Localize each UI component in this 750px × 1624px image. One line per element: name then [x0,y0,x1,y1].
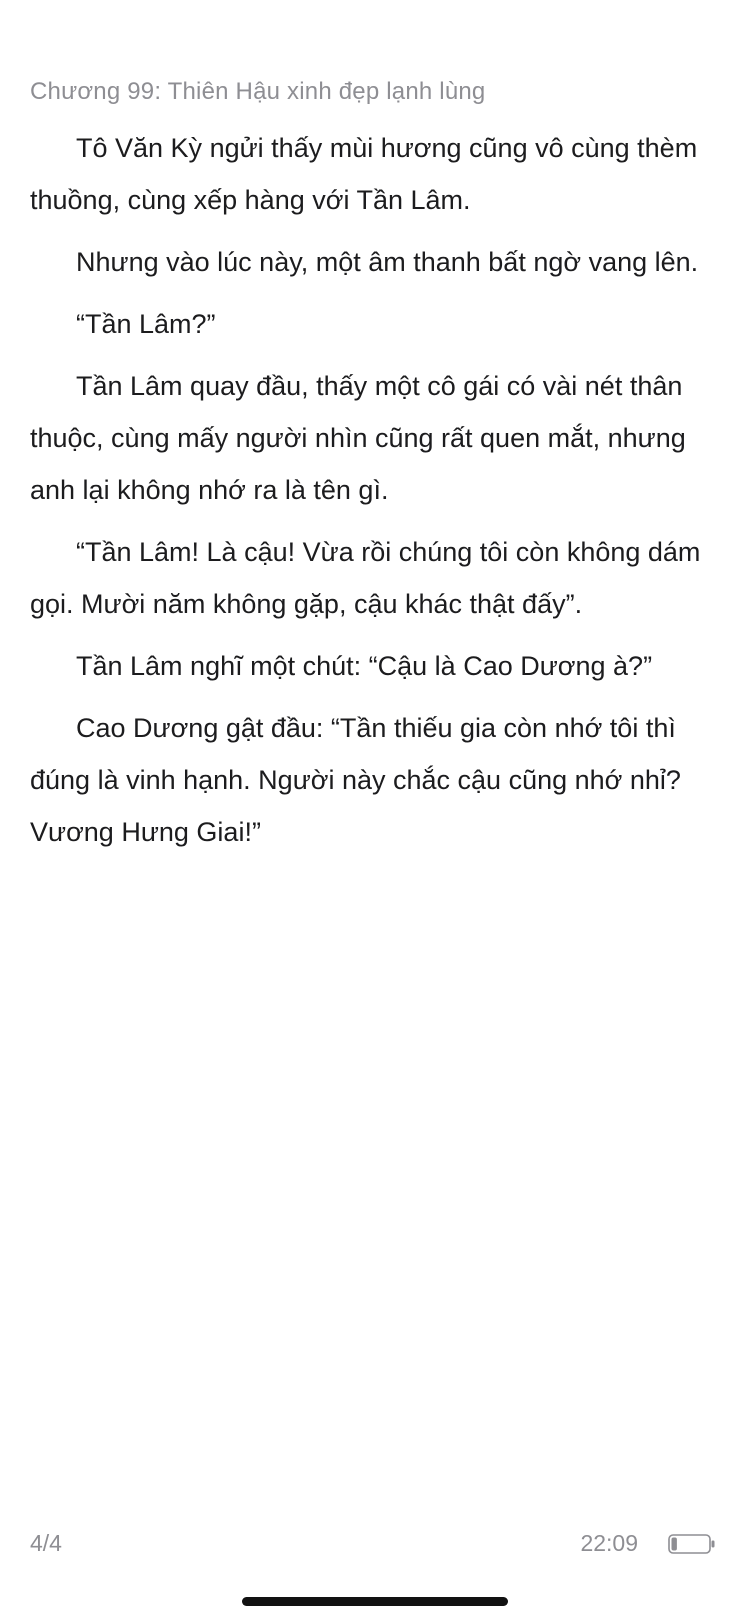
paragraph: Tô Văn Kỳ ngửi thấy mùi hương cũng vô cùng thèm thuồng, cùng xếp hàng với Tần Lâm. [30,133,698,215]
chapter-content [30,122,720,868]
battery-fill [672,1538,677,1551]
paragraph: Nhưng vào lúc này, một âm thanh bất ngờ vang lên. [76,247,699,277]
paragraph: “Tần Lâm?” [76,309,216,339]
paragraph: Tần Lâm nghĩ một chút: “Cậu là Cao Dương à?” [76,651,653,681]
home-indicator[interactable] [242,1597,508,1606]
clock-time: 22:09 [580,1530,638,1556]
paragraph: Cao Dương gật đầu: “Tần thiếu gia còn nhớ tôi thì đúng là vinh hạnh. Người này chắc cậu cũng nhớ nhỉ? Vương Hưng Giai!” [30,713,681,847]
page-indicator: 4/4 [30,1530,62,1556]
battery-low-icon [668,1534,716,1554]
paragraph: Tần Lâm quay đầu, thấy một cô gái có vài nét thân thuộc, cùng mấy người nhìn cũng rất quen mắt, nhưng anh lại không nhớ ra là tên gì. [30,371,686,505]
paragraph: “Tần Lâm! Là cậu! Vừa rồi chúng tôi còn không dám gọi. Mười năm không gặp, cậu khác thật đấy”. [30,537,701,619]
chapter-title: Chương 99: Thiên Hậu xinh đẹp lạnh lùng [30,78,486,105]
